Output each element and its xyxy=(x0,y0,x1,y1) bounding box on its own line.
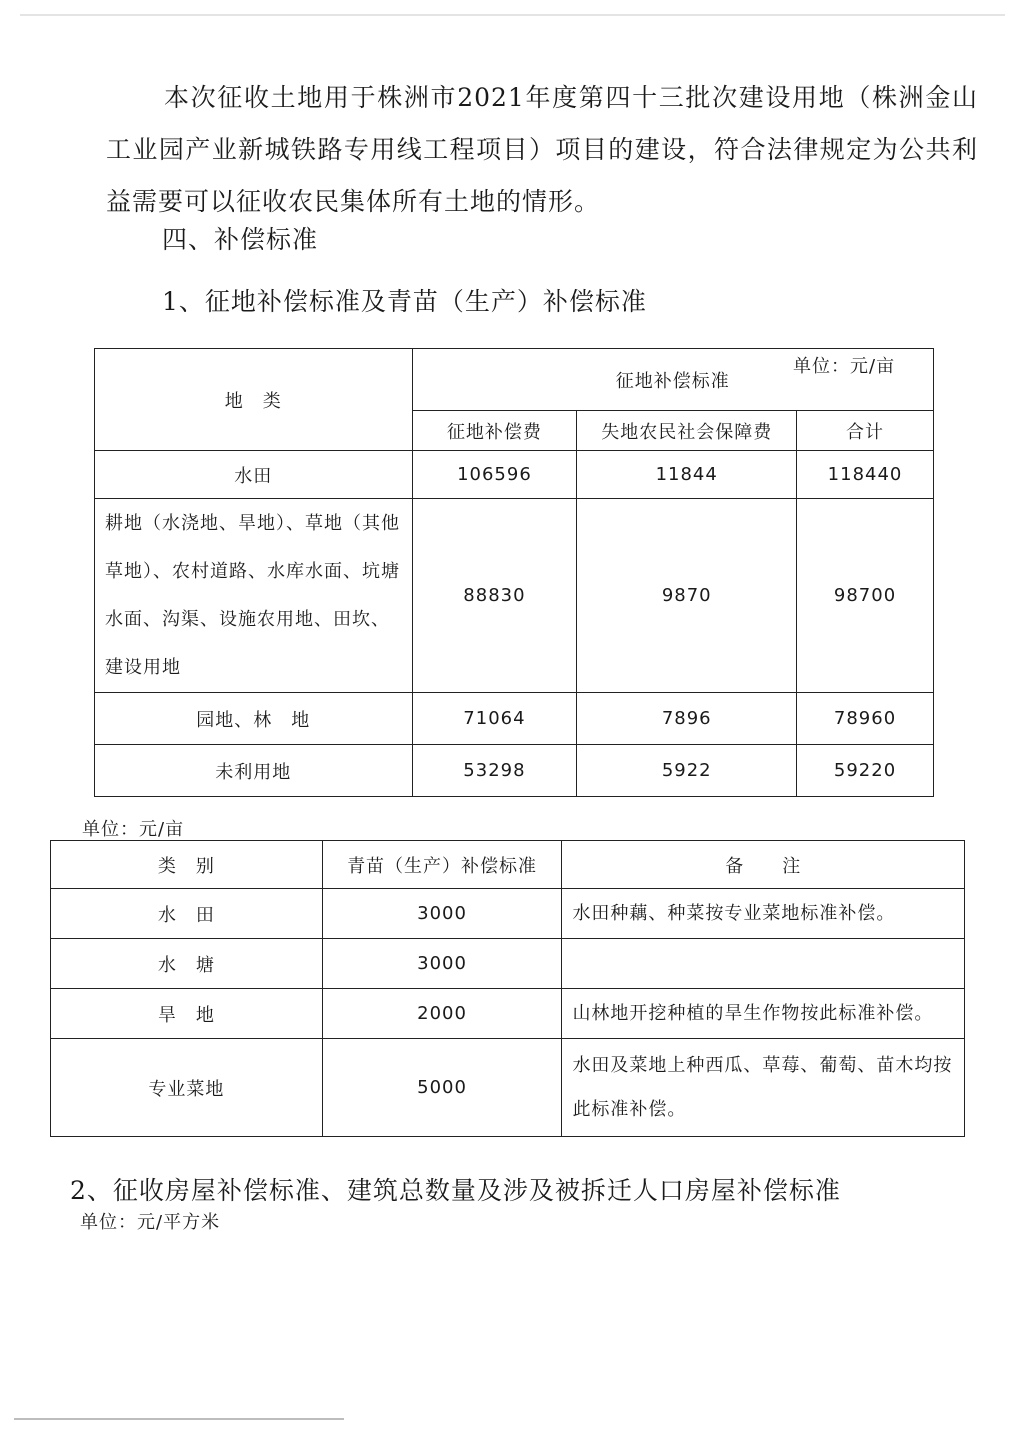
header-total: 合计 xyxy=(797,411,934,451)
table-row xyxy=(51,989,965,1039)
cell-land-type: 耕地（水浇地、旱地）、草地（其他草地）、农村道路、水库水面、坑塘水面、沟渠、设施农用地、田坎、建设用地 xyxy=(95,499,413,693)
table-row xyxy=(95,451,934,499)
cell-fee: 71064 xyxy=(412,693,577,745)
table-row xyxy=(95,693,934,745)
cell-total: 59220 xyxy=(797,745,934,797)
cell-total: 118440 xyxy=(797,451,934,499)
cell-fee: 106596 xyxy=(412,451,577,499)
cell-standard: 3000 xyxy=(322,889,562,939)
header-compensation-fee: 征地补偿费 xyxy=(412,411,577,451)
cell-category: 专业菜地 xyxy=(51,1039,323,1137)
cell-fee: 88830 xyxy=(412,499,577,693)
land-compensation-table xyxy=(94,348,934,797)
cell-remark: 水田种藕、种菜按专业菜地标准补偿。 xyxy=(562,889,965,939)
cell-standard: 5000 xyxy=(322,1039,562,1137)
cell-total: 98700 xyxy=(797,499,934,693)
cell-land-type: 园地、林 地 xyxy=(95,693,413,745)
subheading-land-compensation: 1、征地补偿标准及青苗（生产）补偿标准 xyxy=(162,287,647,316)
cell-category: 旱 地 xyxy=(51,989,323,1039)
table1-unit: 单位：元/亩 xyxy=(793,356,896,377)
cell-remark: 山林地开挖种植的旱生作物按此标准补偿。 xyxy=(562,989,965,1039)
header-land-type: 地 类 xyxy=(95,349,413,451)
header-crop-standard: 青苗（生产）补偿标准 xyxy=(322,841,562,889)
crop-compensation-table xyxy=(50,840,965,1137)
cell-standard: 2000 xyxy=(322,989,562,1039)
paragraph-purpose: 本次征收土地用于株洲市2021年度第四十三批次建设用地（株洲金山工业园产业新城铁路专用线工程项目）项目的建设，符合法律规定为公共利益需要可以征收农民集体所有土地的情形。 xyxy=(106,83,978,216)
table2-unit: 单位：元/亩 xyxy=(82,819,185,840)
cell-category: 水 田 xyxy=(51,889,323,939)
header-compensation-standard: 征地补偿标准 xyxy=(412,349,933,411)
cell-fee: 53298 xyxy=(412,745,577,797)
cell-remark: 水田及菜地上种西瓜、草莓、葡萄、苗木均按此标准补偿。 xyxy=(562,1039,965,1137)
cell-land-type: 未利用地 xyxy=(95,745,413,797)
table-row xyxy=(95,499,934,693)
cell-standard: 3000 xyxy=(322,939,562,989)
table-row xyxy=(51,1039,965,1137)
table3-unit: 单位：元/平方米 xyxy=(80,1212,221,1233)
table-row xyxy=(95,745,934,797)
subheading-house-compensation: 2、征收房屋补偿标准、建筑总数量及涉及被拆迁人口房屋补偿标准 xyxy=(70,1176,841,1205)
cell-security: 5922 xyxy=(577,745,797,797)
cell-remark xyxy=(562,939,965,989)
scan-edge-bottom xyxy=(14,1418,344,1420)
cell-security: 7896 xyxy=(577,693,797,745)
header-social-security-fee: 失地农民社会保障费 xyxy=(577,411,797,451)
cell-total: 78960 xyxy=(797,693,934,745)
cell-land-type: 水田 xyxy=(95,451,413,499)
table-row xyxy=(51,889,965,939)
cell-security: 9870 xyxy=(577,499,797,693)
cell-category: 水 塘 xyxy=(51,939,323,989)
table-row xyxy=(51,939,965,989)
header-category: 类 别 xyxy=(51,841,323,889)
header-remarks: 备 注 xyxy=(562,841,965,889)
scan-edge-top xyxy=(20,14,1005,16)
section-heading-compensation: 四、补偿标准 xyxy=(162,225,319,254)
cell-security: 11844 xyxy=(577,451,797,499)
